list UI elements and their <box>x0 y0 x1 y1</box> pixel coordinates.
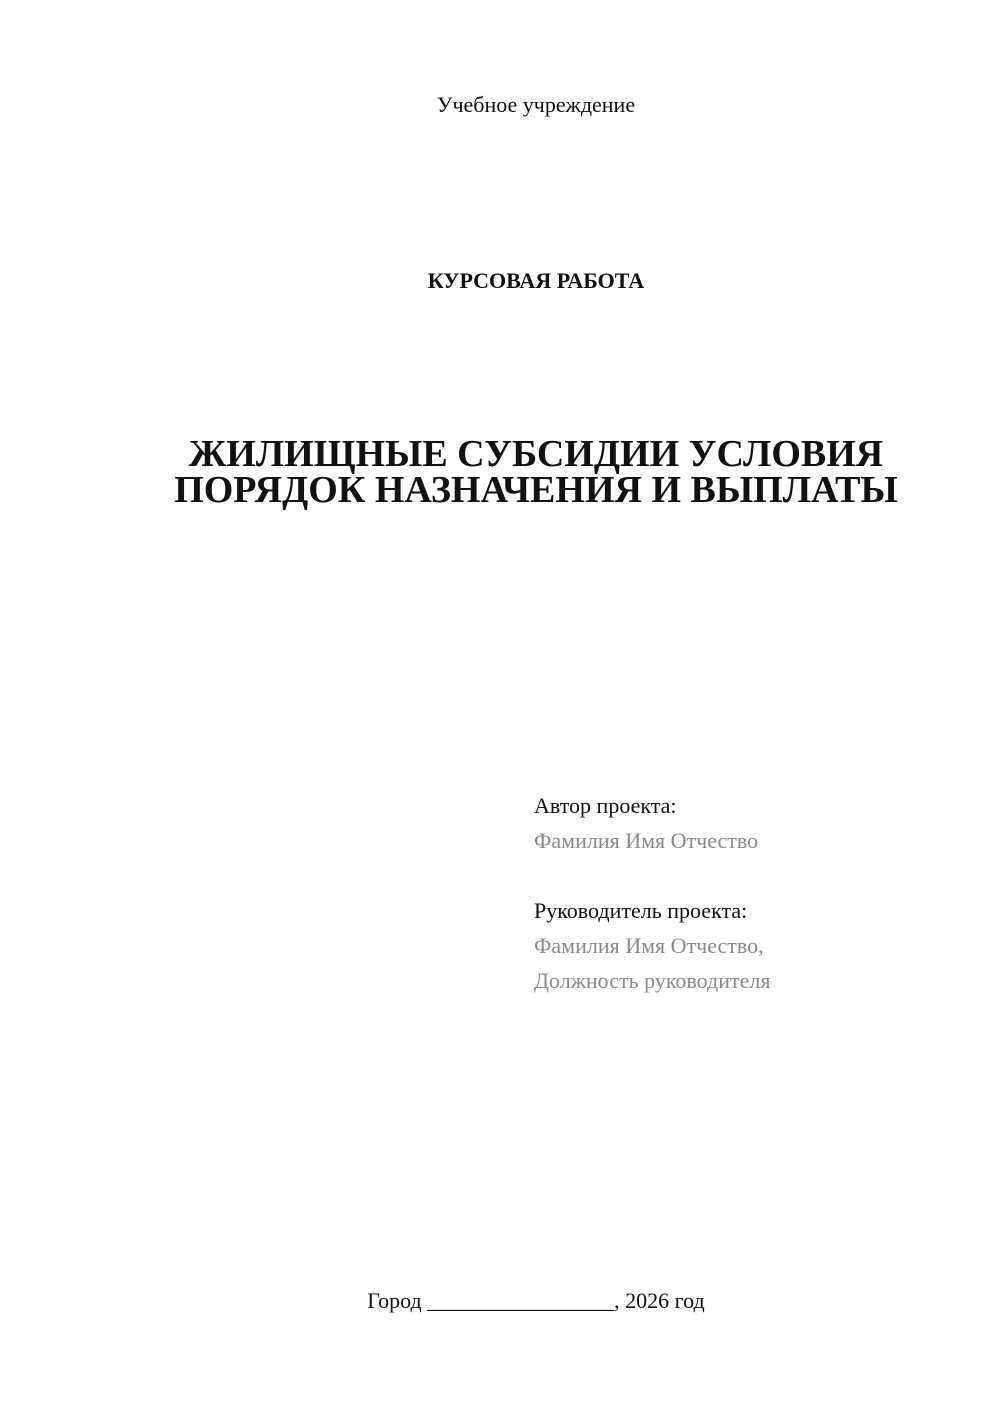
title-line-1: ЖИЛИЩНЫЕ СУБСИДИИ УСЛОВИЯ <box>188 433 884 475</box>
supervisor-name-placeholder: Фамилия Имя Отчество, <box>534 933 764 958</box>
author-name-placeholder: Фамилия Имя Отчество <box>534 828 759 853</box>
institution-name: Учебное учреждение <box>436 92 636 117</box>
work-type-heading: КУРСОВАЯ РАБОТА <box>427 268 645 293</box>
author-label: Автор проекта: <box>534 793 677 818</box>
document-title <box>0 433 1000 511</box>
city-year-footer: Город _________________, 2026 год <box>367 1288 705 1313</box>
author-info-block <box>534 788 770 998</box>
supervisor-label: Руководитель проекта: <box>534 898 748 923</box>
title-line-2: ПОРЯДОК НАЗНАЧЕНИЯ И ВЫПЛАТЫ <box>174 469 898 511</box>
spacer <box>534 858 770 893</box>
supervisor-position-placeholder: Должность руководителя <box>534 968 771 993</box>
